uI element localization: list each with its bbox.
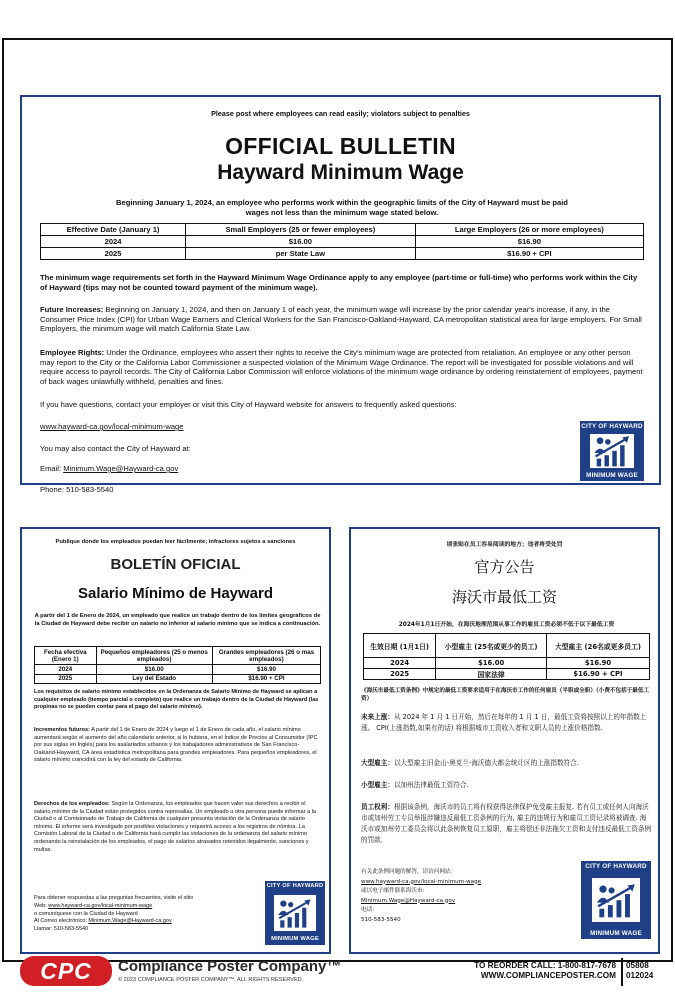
bulletin-subtitle: Hayward Minimum Wage	[217, 161, 464, 184]
table-cell: 国家法律	[436, 669, 547, 680]
website-link[interactable]: www.hayward-ca.gov/local-minimum-wage	[40, 422, 184, 431]
table-cell: 2024	[41, 236, 186, 248]
table-cell: $16.90	[415, 236, 643, 248]
table-row	[35, 665, 321, 675]
paragraph-body: A partir del 1 de Enero de 2024 y luego el 1 de Enero de cada año, el salario mínimo aumentará según el aumento del año calendario anterior, si lo hubiera, en el Índice de Precios al Consumidor (IPC por sus siglas en Inglés) para los asalariados urbanos y los trabajadores administrativos de San Francisco-Oakland-Hayward, CA área estadística metropolitana para grandes empleadores. Para pequeños empleadores, el salario mínimo coincidirá con la ley del estado de California.	[34, 727, 318, 764]
bulletin-subtitle: Salario Mínimo de Hayward	[77, 585, 274, 602]
bulletin-title: BOLETÍN OFICIAL	[110, 556, 241, 573]
wage-table	[363, 633, 650, 680]
paragraph-body: 根据该条例，海沃市的员工将有权获得法律保护免受雇主报复. 若有员工或任何人向海沃市或加州劳工专员举报涉嫌违反最低工资条例的行为, 雇主的违规行为和雇员工资记录将被调查. 海沃市或加州劳工委员会将以此条例恢复员工原职，雇主将偿还非法拖欠工资和支付违反最低工资条例的罚款.	[361, 803, 652, 844]
large-employers-paragraph	[361, 758, 652, 769]
table-cell: $16.90	[546, 658, 649, 669]
future-increases-paragraph	[361, 712, 652, 734]
table-cell: $16.00	[186, 236, 416, 248]
paragraph-body: Under the Ordinance, employees who assert their rights to receive the City's minimum wage are protected from retaliation. An employee or any other person may report to the City or the California Labor Commissioner a suspected violation of the Minimum Wage Ordinance. The report will be investigated for possible violations and will require access to payroll records. The City of California Labor Commission will enforce violations of the minimum wage ordinance by ordering reinstatement of employees, payment of back wages unlawfully withheld, penalties and fines.	[40, 348, 643, 386]
publisher-footer	[20, 955, 661, 997]
intro-text: Beginning January 1, 2024, an employee who performs work within the geographic limits of the City of Hayward must be paid wages not less than the minimum wage stated below.	[116, 198, 568, 217]
minimum-wage-logo: CITY OF HAYWARD MINIMUM WAGE	[265, 881, 325, 945]
poster-codes: 05808 012024	[626, 961, 654, 980]
bulletin-title: 官方公告	[474, 558, 535, 576]
table-header: 小型雇主 (25名或更少的员工)	[436, 634, 547, 658]
people-rising-chart-icon	[274, 895, 316, 931]
paragraph-body: Según la Ordenanza, los empleados que hacen valer sus derechos a recibir el salario mínimo de la Ciudad están protegidos contra represalias. Un empleado u otra persona puede informar a la Ciudad o al Comisionado de Trabajo de California de cualquier presunta violación de la Ordenanza de salario mínimo. El informe será investigado por posibles violaciones y requerirá acceso a los registros de nómina. La Comisión Laboral de la Ciudad o de California hará cumplir las violaciones de la ordenanza del salario mínimo ordenando la reinstalación de los empleados, el pago de salarios atrasados retenidos ilegalmente, sanciones y multas.	[34, 801, 317, 853]
paragraph-body: 以大型雇主旧金山-奥克兰-海沃德大都会统计区的上涨指数符合.	[393, 759, 579, 767]
table-header: Small Employers (25 or fewer employees)	[186, 224, 416, 236]
table-header: 生效日期 (1月1日)	[364, 634, 436, 658]
paragraph-label: Incrementos futuros:	[34, 727, 90, 733]
people-rising-chart-icon	[592, 878, 641, 922]
table-cell: 2025	[35, 674, 97, 684]
email-link[interactable]: Minimum.Wage@Hayward-ca.gov	[88, 918, 172, 925]
spanish-bulletin	[20, 527, 331, 954]
intro-text: A partir del 1 de Enero de 2024, un empleado que realice un trabajo dentro de los límites geográficos de la Ciudad de Hayward debe recibir un salario no inferior al salario mínimo que se indica a continuación.	[34, 613, 321, 627]
cpc-logo: CPC	[20, 956, 112, 986]
paragraph-label: 未来上涨：	[361, 713, 394, 721]
future-increases-paragraph	[34, 727, 321, 765]
poster-sheet	[2, 38, 673, 984]
table-cell: $16.90 + CPI	[212, 674, 320, 684]
english-bulletin	[20, 95, 661, 494]
small-employers-paragraph	[361, 780, 652, 791]
paragraph-label: Future Increases:	[40, 305, 104, 314]
table-cell: Ley del Estado	[96, 674, 212, 684]
table-cell: 2024	[35, 665, 97, 675]
contact-block: 有关此条例问题的解答，请访问网站： www.hayward-ca.gov/local-minimum-wage 或以电子邮件联系海沃市： Minimum.Wage@Hayward-ca.gov 电话： 510-583-5540	[361, 868, 481, 925]
wage-table	[40, 223, 644, 260]
table-row	[364, 658, 650, 669]
table-cell: $16.90 + CPI	[546, 669, 649, 680]
email-link[interactable]: Minimum.Wage@Hayward-ca.gov	[63, 464, 179, 473]
intro-text: 2024年1月1日开始，在海沃地理范围从事工作的雇员工资必须不低于以下最低工资	[398, 622, 615, 628]
bulletin-subtitle: 海沃市最低工资	[451, 588, 557, 606]
phone-line: 510-583-5540	[361, 916, 401, 923]
website-link[interactable]: www.hayward-ca.gov/local-minimum-wage	[361, 878, 482, 885]
paragraph-body: 以加州法律最低工资符合.	[393, 781, 469, 789]
questions-paragraph: If you have questions, contact your employer or visit this City of Hayward website for answers to frequently asked questions:	[40, 400, 457, 409]
posting-notice: Publique donde los empleados puedan leer fácilmente; infractores sujetos a sanciones	[55, 539, 296, 545]
coverage-paragraph: 《海沃市最低工资条例》中规定的最低工资要求适用于在海沃市工作的任何雇员（半职或全职）（小费不包括于最低工资）	[361, 688, 650, 702]
table-cell: 2025	[364, 669, 436, 680]
table-cell: $16.90 + CPI	[415, 248, 643, 260]
future-increases-paragraph	[40, 305, 644, 334]
table-header: Large Employers (26 or more employees)	[415, 224, 643, 236]
table-row	[35, 674, 321, 684]
paragraph-body: 从 2024 年 1 月 1 日开始，然后在每年的 1 月 1 日，最低工资将按照以上的年指数上涨。 CPI(上涨指数,如果有的话) 将根据城市工资收入者和文职人员的上涨价格指数.	[361, 713, 647, 732]
table-row	[41, 236, 644, 248]
employee-rights-paragraph	[34, 801, 321, 854]
footer-divider	[621, 958, 623, 986]
paragraph-label: 小型雇主：	[361, 781, 394, 789]
table-cell: $16.00	[436, 658, 547, 669]
table-header: Fecha efectiva (Enero 1)	[35, 647, 97, 665]
table-header: 大型雇主 (26名或更多员工)	[546, 634, 649, 658]
minimum-wage-logo: CITY OF HAYWARD MINIMUM WAGE	[581, 423, 643, 479]
posting-notice: Please post where employees can read easily; violators subject to penalties	[211, 109, 470, 118]
publisher-name: Compliance Poster Company™	[118, 958, 342, 975]
table-header: Pequeños empleadores (25 o menos empleados)	[96, 647, 212, 665]
website-link[interactable]: www.hayward-ca.gov/local-minimum-wage	[48, 902, 153, 909]
contact-block: Para obtener respuestas a las preguntas frecuentes, visite el sitio Web: www.hayward-ca.gov/local-minimum-wage o comuníquese con la Ciudad de Hayward Al Correo electrónico: Minimum.Wage@Hayward-ca.gov Llamar: 510-583-5540	[34, 895, 194, 933]
publisher-url[interactable]: WWW.COMPLIANCEPOSTER.COM	[480, 971, 616, 980]
employee-rights-paragraph	[361, 802, 652, 846]
table-cell: $16.90	[212, 665, 320, 675]
phone-line: Llamar: 510-583-5540	[34, 926, 89, 933]
paragraph-body: Beginning on January 1, 2024, and then on January 1 of each year, the minimum wage will increase by the prior calendar year's increase, if any, in the Consumer Price Index (CPI) for Urban Wage Earners and Clerical Workers for the San Francisco-Oakland-Hayward, CA metropolitan statistical area for large employers. For Small Employers, the minimum wage will match California State Law.	[40, 305, 642, 334]
table-header: Effective Date (January 1)	[41, 224, 186, 236]
email-link[interactable]: Minimum.Wage@Hayward-ca.gov	[361, 897, 456, 904]
contact-line: You may also contact the City of Hayward at:	[40, 444, 191, 453]
email-line: Email: Minimum.Wage@Hayward-ca.gov	[40, 464, 179, 473]
coverage-paragraph: Los requisitos de salario mínimo establecidos en la Ordenanza de Salario Mínimo de Hayward se aplican a cualquier empleado (tiempo parcial o completo) que realice un trabajo dentro de la Ciudad de Hayward (las propinas no se pueden contar para el pago del salario mínimo).	[34, 689, 319, 711]
table-row	[364, 669, 650, 680]
table-cell: 2024	[364, 658, 436, 669]
coverage-paragraph: The minimum wage requirements set forth in the Hayward Minimum Wage Ordinance apply to any employee (part-time or full-time) who performs work within the City of Hayward (tips may not be counted toward payment of the minimum wage).	[40, 273, 638, 292]
chinese-bulletin	[349, 527, 660, 954]
employee-rights-paragraph	[40, 348, 644, 386]
table-cell: 2025	[41, 248, 186, 260]
table-header: Grandes empleadores (26 o mas empleados)	[212, 647, 320, 665]
copyright-text: © 2023 COMPLIANCE POSTER COMPANY™. ALL RIGHTS RESERVED.	[118, 977, 304, 983]
posting-notice: 请张贴在员工容易阅读的地方；违者将受处罚	[446, 542, 563, 548]
bulletin-title: OFFICIAL BULLETIN	[225, 133, 456, 159]
reorder-info: TO REORDER CALL: 1-800-817-7678 WWW.COMPLIANCEPOSTER.COM	[408, 961, 616, 981]
phone-line: Phone: 510-583-5540	[40, 485, 114, 494]
people-rising-chart-icon	[590, 434, 635, 468]
minimum-wage-logo: CITY OF HAYWARD MINIMUM WAGE	[581, 861, 651, 939]
wage-table	[34, 646, 321, 684]
paragraph-label: 员工权利：	[361, 803, 394, 811]
table-cell: per State Law	[186, 248, 416, 260]
paragraph-label: Employee Rights:	[40, 348, 105, 357]
table-row	[41, 248, 644, 260]
paragraph-label: Derechos de los empleados:	[34, 801, 110, 807]
paragraph-label: 大型雇主：	[361, 759, 394, 767]
table-cell: $16.00	[96, 665, 212, 675]
